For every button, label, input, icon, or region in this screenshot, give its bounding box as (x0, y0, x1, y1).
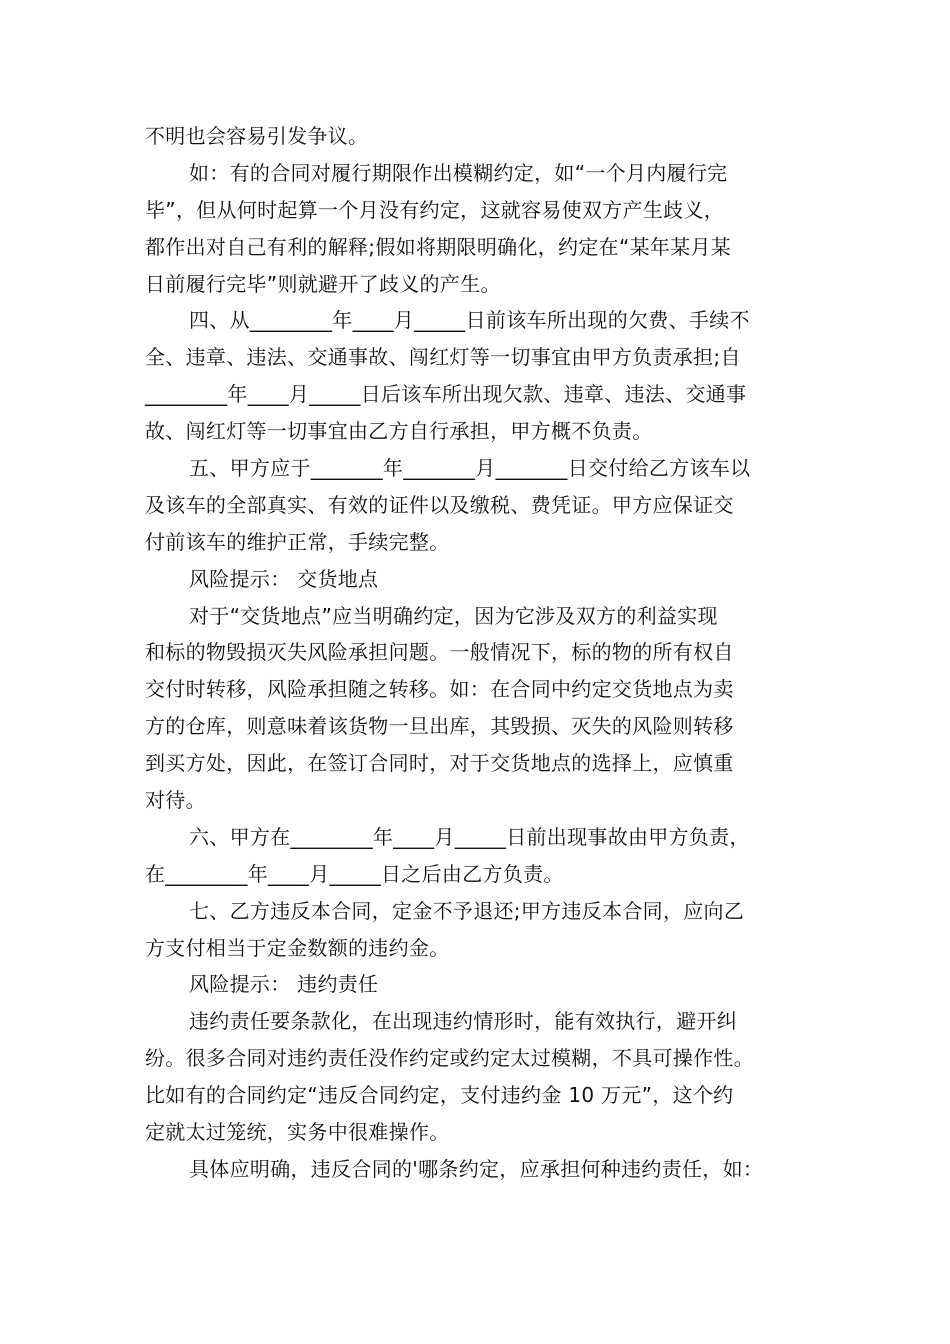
text-line: 风险提示： 违约责任 (189, 972, 379, 997)
text-line: 交付时转移，风险承担随之转移。如：在合同中约定交货地点为卖 (145, 677, 734, 702)
text-line: 付前该车的维护正常，手续完整。 (145, 529, 450, 554)
text-line: 具体应明确，违反合同的'哪条约定，应承担何种违约责任，如： (189, 1156, 764, 1181)
document-body (145, 118, 825, 1188)
text-line: 故、闯红灯等一切事宜由乙方自行承担，甲方概不负责。 (145, 419, 653, 444)
text-line: 定就太过笼统，实务中很难操作。 (145, 1120, 450, 1145)
text-line: 及该车的全部真实、有效的证件以及缴税、费凭证。甲方应保证交 (145, 492, 734, 517)
text-line: 比如有的合同约定“违反合同约定，支付违约金 10 万元”，这个约 (145, 1083, 734, 1108)
text-line: 对于“交货地点”应当明确约定，因为它涉及双方的利益实现 (189, 603, 718, 628)
text-line: 违约责任要条款化，在出现违约情形时，能有效执行，避开纠 (189, 1009, 738, 1034)
text-line: 七、乙方违反本合同，定金不予退还;甲方违反本合同，应向乙 (189, 898, 745, 923)
text-line: 和标的物毁损灭失风险承担问题。一般情况下，标的物的所有权自 (145, 640, 734, 665)
text-line: 全、违章、违法、交通事故、闯红灯等一切事宜由甲方负责承担;自 (145, 345, 741, 370)
text-line: 到买方处，因此，在签订合同时，对于交货地点的选择上，应慎重 (145, 751, 734, 776)
text-line: 四、从________年____月_____日前该车所出现的欠费、手续不 (189, 308, 750, 333)
text-line: ________年____月_____日后该车所出现欠款、违章、违法、交通事 (145, 382, 747, 407)
text-line: 不明也会容易引发争议。 (145, 124, 369, 148)
text-line: 风险提示： 交货地点 (189, 566, 379, 591)
text-line: 五、甲方应于_______年_______月_______日交付给乙方该车以 (189, 456, 751, 481)
text-line: 都作出对自己有利的解释;假如将期限明确化，约定在“某年某月某 (145, 234, 732, 259)
text-line: 六、甲方在________年____月_____日前出现事故由甲方负责， (189, 824, 750, 849)
text-line: 纷。很多合同对违约责任没作约定或约定太过模糊，不具可操作性。 (145, 1046, 754, 1071)
text-line: 对待。 (145, 788, 206, 813)
text-line: 毕”，但从何时起算一个月没有约定，这就容易使双方产生歧义， (145, 197, 725, 222)
text-line: 方支付相当于定金数额的违约金。 (145, 935, 450, 960)
text-line: 方的仓库，则意味着该货物一旦出库，其毁损、灭失的风险则转移 (145, 714, 734, 739)
text-line: 日前履行完毕”则就避开了歧义的产生。 (145, 271, 501, 296)
text-line: 在________年____月_____日之后由乙方负责。 (145, 861, 564, 886)
text-line: 如：有的合同对履行期限作出模糊约定，如“一个月内履行完 (189, 160, 728, 185)
